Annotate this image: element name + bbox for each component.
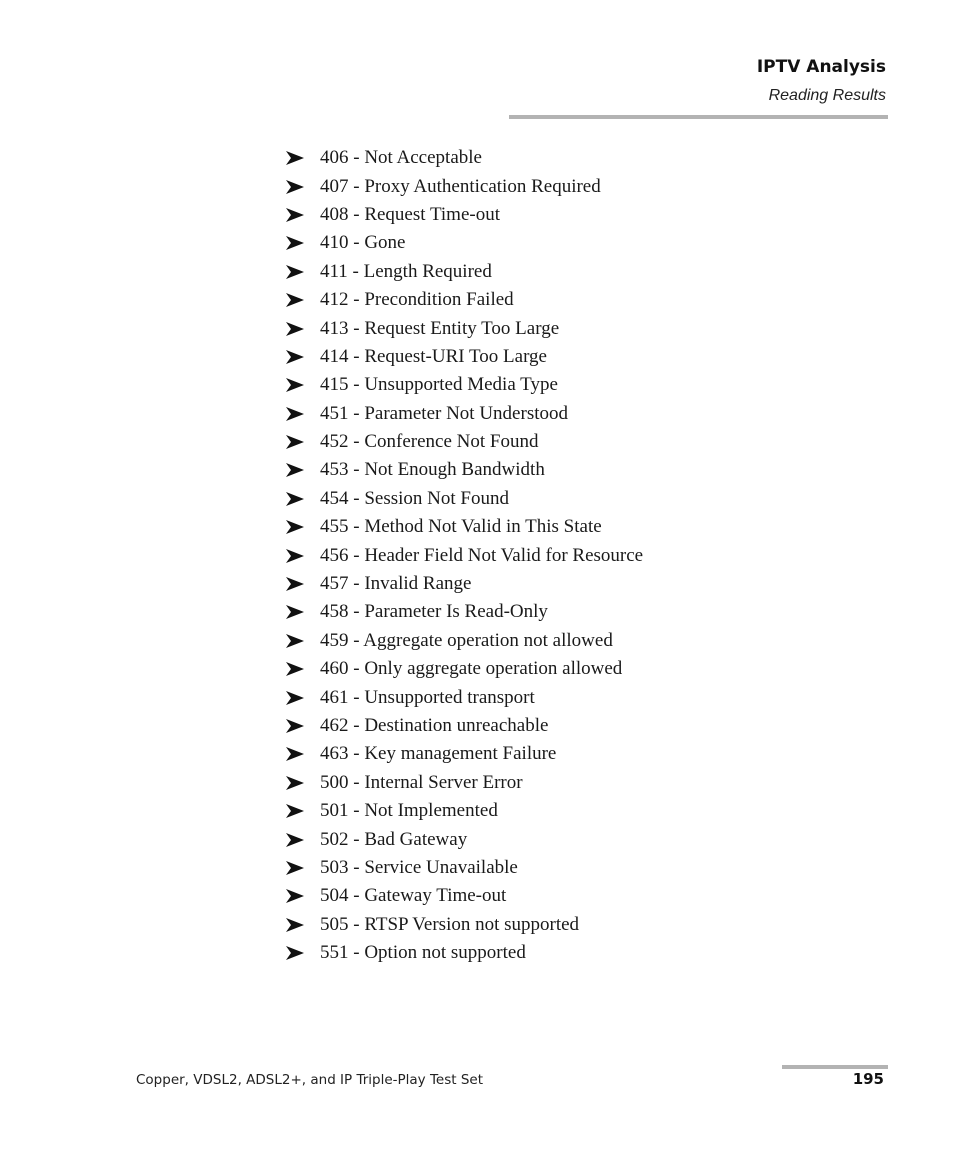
list-item-text: 453 - Not Enough Bandwidth	[320, 459, 545, 481]
list-item-text: 502 - Bad Gateway	[320, 828, 468, 850]
list-item	[286, 258, 643, 286]
arrowhead-bullet-icon	[286, 180, 304, 194]
list-item	[286, 769, 643, 797]
list-item-text: 503 - Service Unavailable	[320, 856, 518, 878]
arrowhead-bullet-icon	[286, 691, 304, 705]
list-item	[286, 627, 643, 655]
list-item	[286, 286, 643, 314]
arrowhead-bullet-icon	[286, 662, 304, 676]
list-item	[286, 882, 643, 910]
list-item	[286, 314, 643, 342]
list-item-text: 410 - Gone	[320, 232, 406, 254]
list-item-text: 451 - Parameter Not Understood	[320, 402, 568, 424]
chapter-title: IPTV Analysis	[756, 57, 886, 77]
running-header	[757, 56, 886, 107]
arrowhead-bullet-icon	[286, 549, 304, 563]
arrowhead-bullet-icon	[286, 322, 304, 336]
arrowhead-bullet-icon	[286, 918, 304, 932]
arrowhead-bullet-icon	[286, 605, 304, 619]
arrowhead-bullet-icon	[286, 634, 304, 648]
list-item-text: 456 - Header Field Not Valid for Resource	[320, 544, 644, 566]
list-item	[286, 229, 643, 257]
arrowhead-bullet-icon	[286, 861, 304, 875]
arrowhead-bullet-icon	[286, 378, 304, 392]
list-item	[286, 144, 643, 172]
list-item	[286, 371, 643, 399]
list-item-text: 412 - Precondition Failed	[320, 289, 514, 311]
arrowhead-bullet-icon	[286, 236, 304, 250]
list-item-text: 505 - RTSP Version not supported	[320, 913, 580, 935]
arrowhead-bullet-icon	[286, 151, 304, 165]
list-item-text: 458 - Parameter Is Read-Only	[320, 601, 548, 623]
list-item-text: 460 - Only aggregate operation allowed	[320, 658, 623, 680]
list-item	[286, 172, 643, 200]
list-item	[286, 598, 643, 626]
list-item-text: 408 - Request Time-out	[320, 203, 500, 225]
list-item-text: 461 - Unsupported transport	[320, 686, 535, 708]
arrowhead-bullet-icon	[286, 946, 304, 960]
list-item-text: 459 - Aggregate operation not allowed	[320, 629, 613, 651]
arrowhead-bullet-icon	[286, 463, 304, 477]
list-item	[286, 570, 643, 598]
list-item-text: 452 - Conference Not Found	[320, 431, 539, 453]
list-item-text: 411 - Length Required	[320, 260, 492, 282]
list-item	[286, 939, 643, 967]
arrowhead-bullet-icon	[286, 492, 304, 506]
list-item-text: 500 - Internal Server Error	[320, 771, 523, 793]
list-item	[286, 456, 643, 484]
arrowhead-bullet-icon	[286, 747, 304, 761]
list-item	[286, 797, 643, 825]
list-item	[286, 712, 643, 740]
list-item	[286, 655, 643, 683]
list-item-text: 454 - Session Not Found	[320, 487, 509, 509]
list-item-text: 504 - Gateway Time-out	[320, 885, 507, 907]
list-item-text: 455 - Method Not Valid in This State	[320, 516, 602, 538]
list-item-text: 462 - Destination unreachable	[320, 715, 549, 736]
footer-product-name: Copper, VDSL2, ADSL2+, and IP Triple-Play Test Set	[136, 1072, 484, 1088]
list-item	[286, 513, 643, 541]
arrowhead-bullet-icon	[286, 265, 304, 279]
arrowhead-bullet-icon	[286, 520, 304, 534]
arrowhead-bullet-icon	[286, 833, 304, 847]
list-item-text: 551 - Option not supported	[320, 942, 526, 964]
status-code-list	[286, 144, 643, 967]
list-item-text: 463 - Key management Failure	[320, 743, 557, 765]
arrowhead-bullet-icon	[286, 577, 304, 591]
arrowhead-bullet-icon	[286, 407, 304, 421]
list-item	[286, 911, 643, 939]
list-item	[286, 740, 643, 768]
list-item	[286, 485, 643, 513]
page-number: 195	[852, 1070, 884, 1088]
arrowhead-bullet-icon	[286, 208, 304, 222]
list-item-text: 413 - Request Entity Too Large	[320, 317, 560, 339]
list-item-text: 407 - Proxy Authentication Required	[320, 175, 601, 197]
list-item-text: 457 - Invalid Range	[320, 573, 472, 595]
arrowhead-bullet-icon	[286, 350, 304, 364]
list-item	[286, 343, 643, 371]
list-item-text: 415 - Unsupported Media Type	[320, 374, 558, 396]
list-item-text: 406 - Not Acceptable	[320, 147, 482, 169]
list-item-text: 501 - Not Implemented	[320, 800, 498, 822]
list-item	[286, 825, 643, 853]
list-item	[286, 541, 643, 569]
list-item	[286, 428, 643, 456]
list-item	[286, 854, 643, 882]
arrowhead-bullet-icon	[286, 804, 304, 818]
header-rule	[509, 115, 888, 119]
list-item	[286, 400, 643, 428]
list-item-text: 414 - Request-URI Too Large	[320, 345, 547, 367]
list-item	[286, 683, 643, 711]
arrowhead-bullet-icon	[286, 776, 304, 790]
arrowhead-bullet-icon	[286, 719, 304, 733]
arrowhead-bullet-icon	[286, 435, 304, 449]
arrowhead-bullet-icon	[286, 293, 304, 307]
section-title: Reading Results	[768, 87, 886, 104]
list-item	[286, 201, 643, 229]
arrowhead-bullet-icon	[286, 889, 304, 903]
